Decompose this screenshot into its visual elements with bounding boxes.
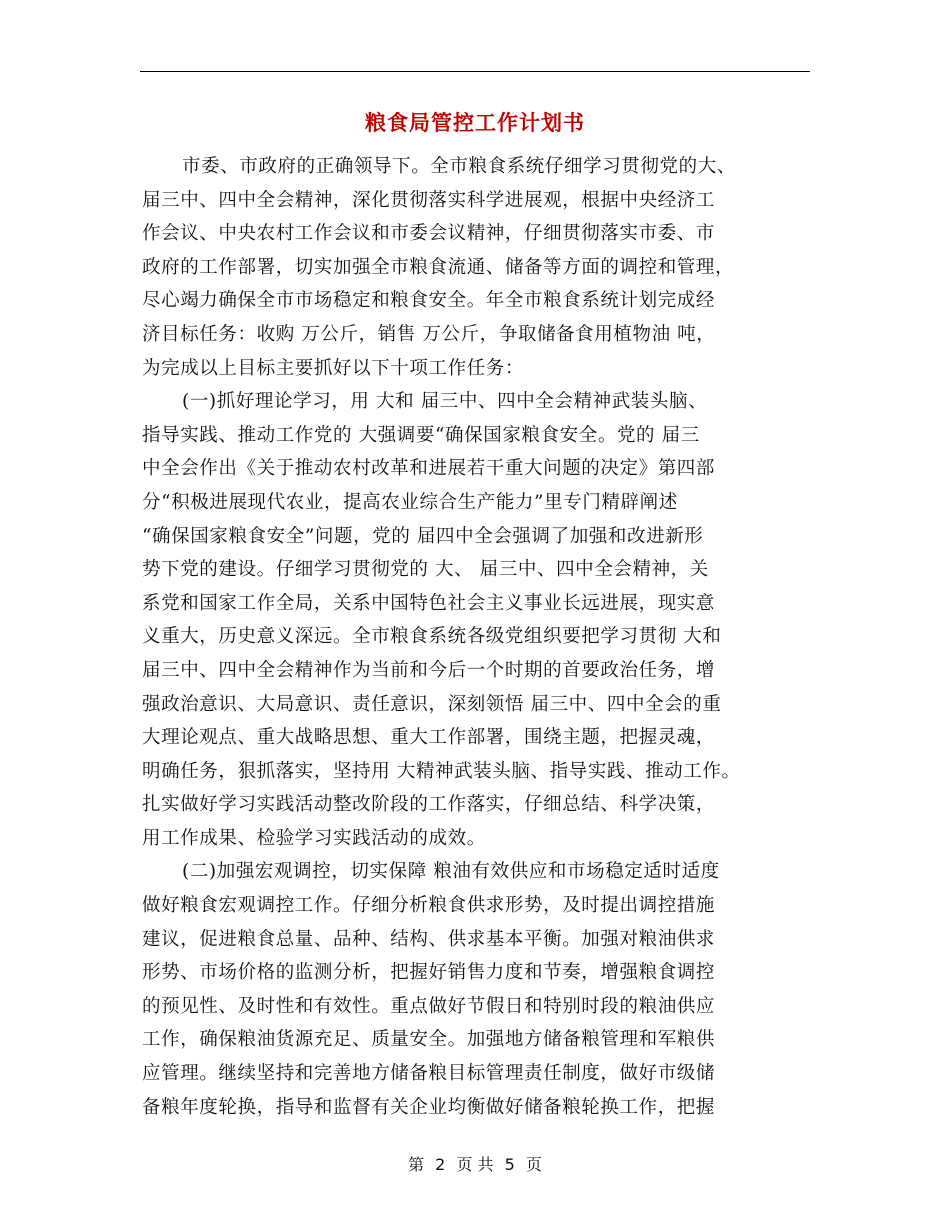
text-line: 扎实做好学习实践活动整改阶段的工作落实，仔细总结、科学决策，	[142, 794, 716, 816]
text-line: 势下党的建设。仔细学习贯彻党的 大、 届三中、四中全会精神，关	[142, 559, 709, 581]
text-line: 指导实践、推动工作党的 大强调要“确保国家粮食安全。党的 届三	[142, 424, 700, 446]
text-line: “确保国家粮食安全”问题，党的 届四中全会强调了加强和改进新形	[142, 525, 704, 547]
text-line: 应管理。继续坚持和完善地方储备粮目标管理责任制度，做好市级储	[142, 1063, 716, 1085]
text-line: 分“积极进展现代农业，提高农业综合生产能力”里专门精辟阐述	[142, 491, 678, 513]
text-line: 尽心竭力确保全市市场稳定和粮食安全。年全市粮食系统计划完成经	[142, 290, 716, 312]
text-line: 济目标任务：收购 万公斤，销售 万公斤，争取储备食用植物油 吨，	[142, 323, 716, 345]
text-line: 大理论观点、重大战略思想、重大工作部署，围绕主题，把握灵魂，	[142, 727, 716, 749]
text-line: (二)加强宏观调控，切实保障 粮油有效供应和市场稳定适时适度	[182, 861, 720, 883]
footer-prefix: 第	[408, 1155, 425, 1174]
text-line: (一)抓好理论学习，用 大和 届三中、四中全会精神武装头脑、	[182, 391, 708, 413]
total-pages: 5	[504, 1155, 515, 1174]
text-line: 为完成以上目标主要抓好以下十项工作任务：	[142, 357, 525, 379]
text-line: 用工作成果、检验学习实践活动的成效。	[142, 827, 486, 849]
footer-suffix: 页	[525, 1155, 542, 1174]
text-line: 工作，确保粮油货源充足、质量安全。加强地方储备粮管理和军粮供	[142, 1029, 716, 1051]
text-line: 市委、市政府的正确领导下。全市粮食系统仔细学习贯彻党的大、	[182, 156, 736, 177]
text-line: 政府的工作部署，切实加强全市粮食流通、储备等方面的调控和管理，	[142, 256, 735, 278]
text-line: 届三中、四中全会精神作为当前和今后一个时期的首要政治任务，增	[142, 659, 716, 681]
text-line: 做好粮食宏观调控工作。仔细分析粮食供求形势，及时提出调控措施	[142, 895, 716, 917]
footer-middle: 页 共	[456, 1155, 494, 1174]
document-title: 粮食局管控工作计划书	[365, 110, 585, 135]
header-rule	[140, 71, 810, 72]
text-line: 届三中、四中全会精神，深化贯彻落实科学进展观，根据中央经济工	[142, 189, 716, 211]
page-footer	[0, 1153, 950, 1177]
text-line: 义重大，历史意义深远。全市粮食系统各级党组织要把学习贯彻 大和	[142, 626, 722, 648]
page-number: 2	[435, 1155, 446, 1174]
document-body	[142, 150, 822, 1124]
text-line: 备粮年度轮换，指导和监督有关企业均衡做好储备粮轮换工作，把握	[142, 1096, 716, 1118]
text-line: 明确任务，狠抓落实，坚持用 大精神武装头脑、指导实践、推动工作。	[142, 760, 741, 782]
text-line: 形势、市场价格的监测分析，把握好销售力度和节奏，增强粮食调控	[142, 962, 716, 984]
text-line: 作会议、中央农村工作会议和市委会议精神，仔细贯彻落实市委、市	[142, 223, 716, 245]
text-line: 中全会作出《关于推动农村改革和进展若干重大问题的决定》第四部	[142, 458, 716, 480]
text-line: 系党和国家工作全局，关系中国特色社会主义事业长远进展，现实意	[142, 592, 716, 614]
text-line: 建议，促进粮食总量、品种、结构、供求基本平衡。加强对粮油供求	[142, 928, 716, 950]
text-line: 强政治意识、大局意识、责任意识，深刻领悟 届三中、四中全会的重	[142, 693, 722, 715]
text-line: 的预见性、及时性和有效性。重点做好节假日和特别时段的粮油供应	[142, 995, 716, 1017]
